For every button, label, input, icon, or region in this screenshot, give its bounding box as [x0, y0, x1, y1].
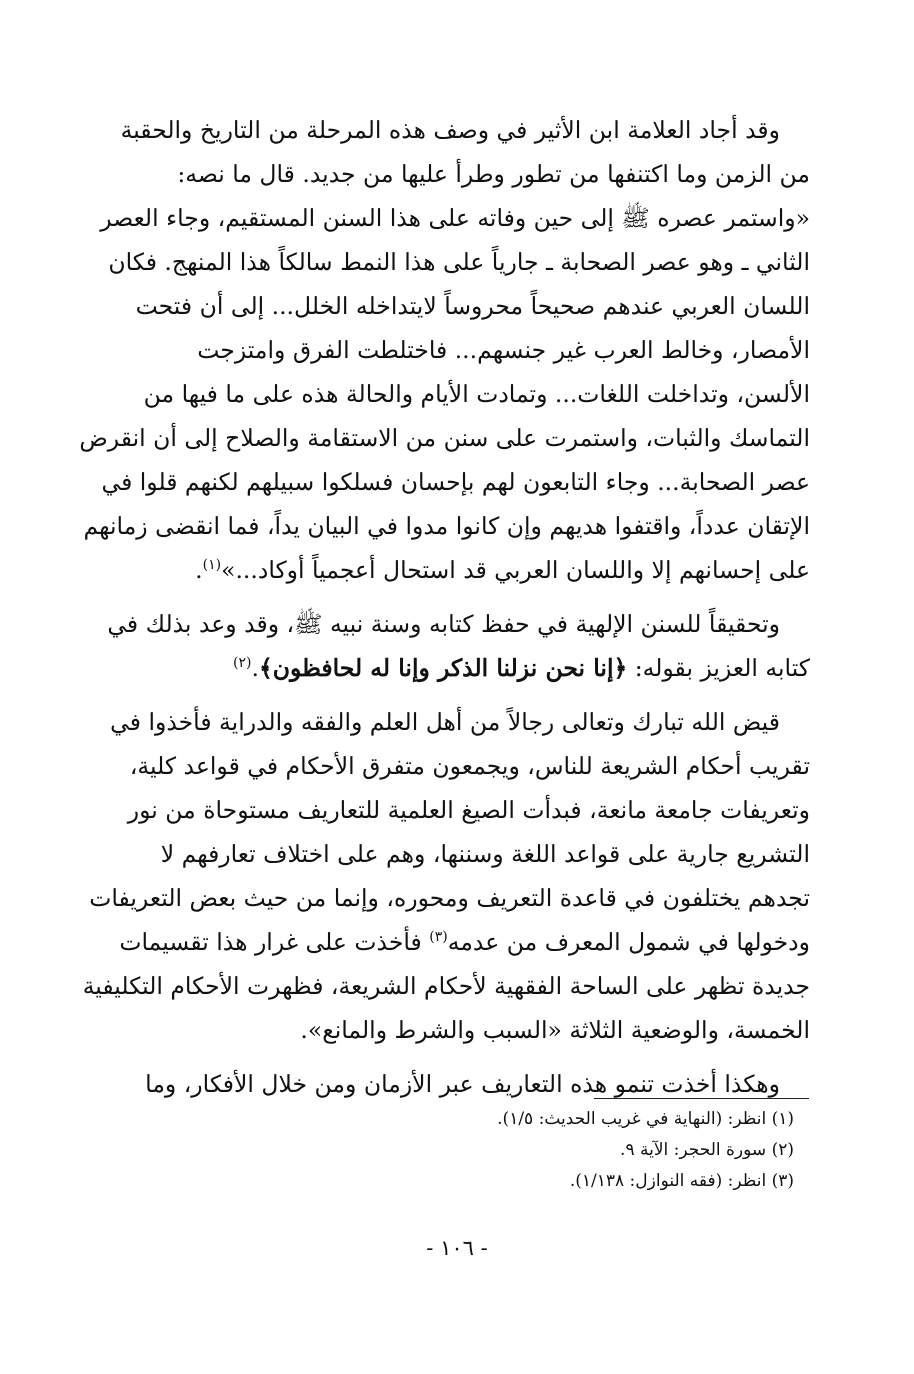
text-fragment: . [195, 556, 203, 584]
paragraph-divine-preservation [100, 602, 810, 690]
text-line: وهكذا أخذت تنمو هذه التعاريف عبر الأزمان ومن خلال الأفكار، وما [145, 1070, 780, 1098]
text-line: الثاني ـ وهو عصر الصحابة ـ جارياً على هذا النمط سالكاً هذا المنهج. فكان [108, 248, 810, 276]
text-line: الخمسة، والوضعية الثلاثة «السبب والشرط والمانع». [300, 1016, 810, 1044]
paragraph-continuation [100, 1062, 810, 1106]
text-line: عصر الصحابة... وجاء التابعون لهم بإحسان فسلكوا سبيلهم لكنهم قلوا في [101, 468, 810, 496]
footnotes [194, 1104, 794, 1197]
footnote-separator [594, 1098, 809, 1099]
text-line: الإتقان عدداً، واقتفوا هديهم وإن كانوا مدوا في البيان يداً، فما انقضى زمانهم [83, 512, 810, 540]
text-line: وتعريفات جامعة مانعة، فبدأت الصيغ العلمية للتعاريف مستوحاة من نور [127, 796, 810, 824]
text-fragment: كتابه العزيز بقوله: [634, 654, 810, 682]
text-line: قيض الله تبارك وتعالى رجالاً من أهل العلم والفقه والدراية فأخذوا في [110, 708, 780, 736]
text-line: اللسان العربي عندهم صحيحاً محروساً لايتداخله الخلل... إلى أن فتحت [135, 292, 810, 320]
text-line [100, 920, 810, 964]
page-body [79, 108, 810, 1116]
paragraph-scholars [82, 700, 810, 1052]
text-fragment: . [251, 654, 259, 682]
footnote-1: (١) انظر: (النهاية في غريب الحديث: ١/٥). [497, 1109, 794, 1129]
text-line: التشريع جارية على قواعد اللغة وسننها، وهم على اختلاف تعارفهم لا [160, 840, 810, 868]
text-line [100, 548, 810, 592]
text-line: جديدة تظهر على الساحة الفقهية لأحكام الشريعة، فظهرت الأحكام التكليفية [82, 972, 810, 1000]
text-line: الألسن، وتداخلت اللغات... وتمادت الأيام والحالة هذه على ما فيها من [143, 380, 810, 408]
text-fragment: فأخذت على غرار هذا تقسيمات [119, 928, 430, 956]
footnote-ref[interactable]: (١) [202, 557, 222, 574]
page-number: - ١٠٦ - [426, 1236, 488, 1260]
text-fragment: ودخولها في شمول المعرف من عدمه [447, 928, 810, 956]
text-line: الأمصار، وخالط العرب غير جنسهم... فاختلطت الفرق وامتزجت [197, 336, 810, 364]
text-fragment: على إحسانهم إلا واللسان العربي قد استحال أعجمياً أوكاد...» [221, 556, 810, 584]
text-line: تقريب أحكام الشريعة للناس، ويجمعون متفرق الأحكام في قواعد كلية، [129, 752, 810, 780]
footnote-3: (٣) انظر: (فقه النوازل: ١/١٣٨). [569, 1171, 794, 1191]
footnote-2: (٢) سورة الحجر: الآية ٩. [620, 1140, 794, 1160]
footnote-ref[interactable]: (٢) [233, 655, 252, 672]
text-line: تجدهم يختلفون في قاعدة التعريف ومحوره، وإنما من حيث بعض التعريفات [89, 884, 810, 912]
text-line: من الزمن وما اكتنفها من تطور وطرأ عليها من جديد. قال ما نصه: [177, 160, 810, 188]
text-line: التماسك والثبات، واستمرت على سنن من الاستقامة والصلاح إلى أن انقرض [79, 424, 810, 452]
quran-verse: ﴿إنا نحن نزلنا الذكر وإنا له لحافظون﴾ [258, 654, 628, 682]
text-line: وتحقيقاً للسنن الإلهية في حفظ كتابه وسنة نبيه ﷺ، وقد وعد بذلك في [107, 610, 780, 638]
text-line: وقد أجاد العلامة ابن الأثير في وصف هذه المرحلة من التاريخ والحقبة [120, 116, 780, 144]
paragraph-ibn-al-athir [79, 108, 810, 592]
footnote-ref[interactable]: (٣) [429, 929, 448, 946]
text-line [100, 646, 810, 690]
text-line: «واستمر عصره ﷺ إلى حين وفاته على هذا السنن المستقيم، وجاء العصر [100, 204, 810, 232]
